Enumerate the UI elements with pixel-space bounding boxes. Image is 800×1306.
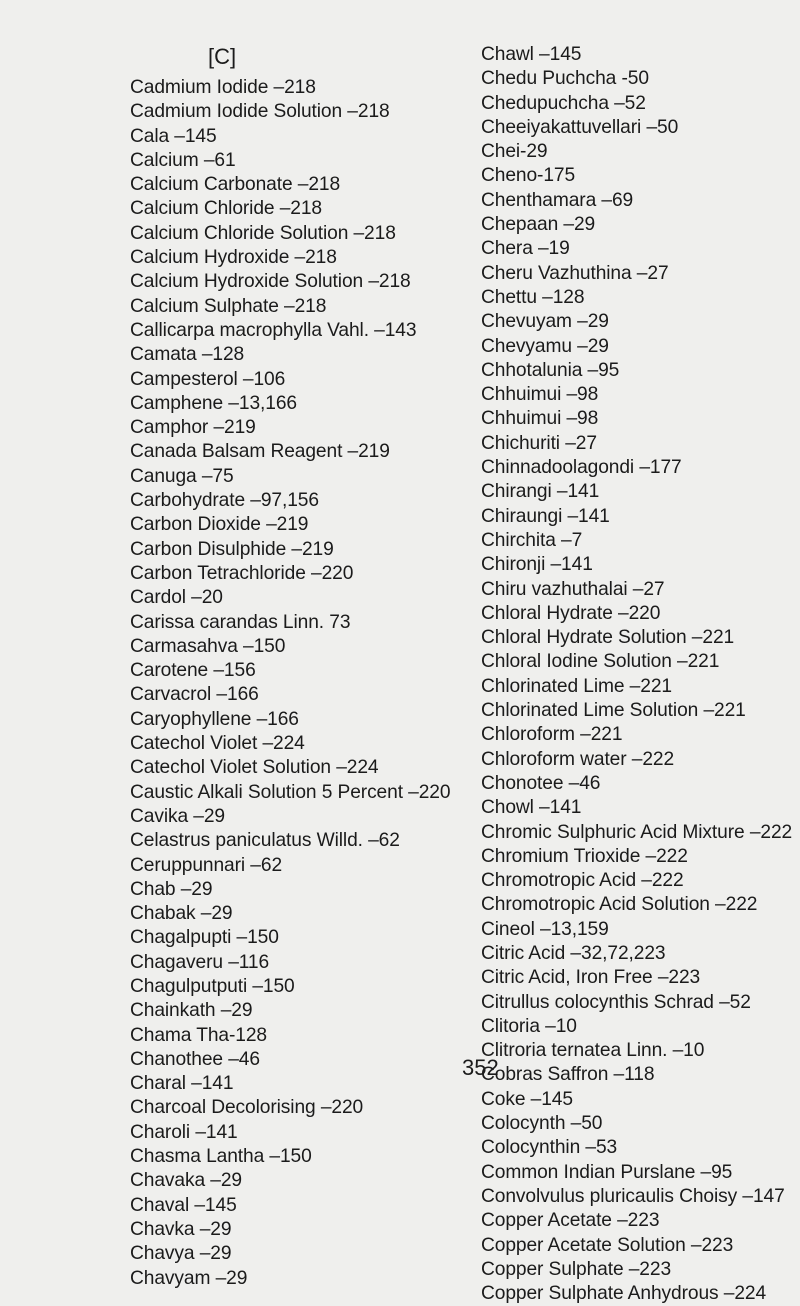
index-entry: Citrullus colocynthis Schrad –52 [481,991,751,1013]
index-entry: Chonotee –46 [481,772,601,794]
index-entry: Chettu –128 [481,286,585,308]
index-entry: Chavka –29 [130,1218,232,1240]
index-entry: Chagalpupti –150 [130,927,279,949]
index-entry: Carmasahva –150 [130,635,286,657]
index-entry: Chloral Hydrate Solution –221 [481,627,735,649]
index-entry: Calcium Sulphate –218 [130,295,327,317]
index-entry: Chlorinated Lime –221 [481,675,672,697]
index-entry: Chirchita –7 [481,529,583,551]
index-entry: Chiraungi –141 [481,505,610,527]
index-entry: Caustic Alkali Solution 5 Percent –220 [130,781,451,803]
index-entry: Chloroform –221 [481,724,623,746]
index-entry: Chedu Puchcha -50 [481,68,649,90]
index-entry: Chromotropic Acid Solution –222 [481,894,758,916]
index-entry: Chedupuchcha –52 [481,92,646,114]
index-entry: Cadmium Iodide –218 [130,77,316,98]
index-entry: Chaval –145 [130,1194,237,1216]
index-entry: Chevyamu –29 [481,335,609,357]
index-entry: Convolvulus pluricaulis Choisy –147 [481,1185,785,1207]
index-entry: Cala –145 [130,125,217,147]
index-entry: Copper Sulphate –223 [481,1258,672,1280]
index-entry: Chiru vazhuthalai –27 [481,578,665,600]
index-entry: Chowl –141 [481,797,582,819]
index-entry: Camata –128 [130,344,245,366]
index-entry: Citric Acid –32,72,223 [481,942,666,964]
index-entry: Chab –29 [130,878,213,900]
index-entry: Coke –145 [481,1088,573,1110]
index-entry: Cheeiyakattuvellari –50 [481,116,679,138]
index-entry: Carbon Dioxide –219 [130,514,309,536]
index-entry: Calcium –61 [130,149,236,171]
index-entry: Chirangi –141 [481,481,600,503]
index-entry: Calcium Carbonate –218 [130,174,341,196]
index-entry: Chloral Hydrate –220 [481,602,661,624]
index-entry: Clitoria –10 [481,1015,577,1037]
page-number: 352 [462,1055,499,1080]
index-entry: Chlorinated Lime Solution –221 [481,700,746,722]
index-entry: Camphene –13,166 [130,392,297,414]
index-entry: Celastrus paniculatus Willd. –62 [130,830,400,852]
index-entry: Carotene –156 [130,660,256,682]
index-entry: Caryophyllene –166 [130,708,299,730]
index-entry: Calcium Chloride –218 [130,198,323,220]
index-entry: Chavyam –29 [130,1267,248,1289]
index-entry: Cineol –13,159 [481,918,609,940]
index-entry: Copper Acetate Solution –223 [481,1234,734,1256]
index-entry: Canada Balsam Reagent –219 [130,441,390,463]
index-entry: Chasma Lantha –150 [130,1146,312,1168]
index-entry: Chhuimui –98 [481,408,599,430]
index-entry: Chromic Sulphuric Acid Mixture –222 [481,821,793,843]
index-entry: Carbon Tetrachloride –220 [130,562,354,584]
right-column [481,43,791,1306]
index-entry: Chanothee –46 [130,1048,260,1070]
index-entry: Cheru Vazhuthina –27 [481,262,669,284]
index-entry: Chironji –141 [481,554,593,576]
index-entry: Chabak –29 [130,903,233,925]
index-entry: Charcoal Decolorising –220 [130,1097,364,1119]
index-entry: Ceruppunnari –62 [130,854,283,876]
index-entry: Carvacrol –166 [130,684,259,706]
index-entry: Chevuyam –29 [481,311,609,333]
index-entry: Chei-29 [481,141,548,163]
index-entry: Chhotalunia –95 [481,359,620,381]
index-entry: Chagaveru –116 [130,951,270,973]
index-entry: Chromotropic Acid –222 [481,870,684,892]
index-entry: Chichuriti –27 [481,432,597,454]
index-entry: Camphor –219 [130,417,256,439]
index-entry: Chhuimui –98 [481,384,599,406]
index-entry: Colocynth –50 [481,1113,603,1135]
section-letter: [C] [208,44,237,69]
index-entry: Clitroria ternatea Linn. –10 [481,1040,705,1062]
index-entry: Carbohydrate –97,156 [130,490,319,512]
index-entry: Common Indian Purslane –95 [481,1161,733,1183]
index-entry: Citric Acid, Iron Free –223 [481,967,701,989]
index-entry: Calcium Hydroxide –218 [130,247,337,269]
index-entry: Chromium Trioxide –222 [481,845,688,867]
index-entry: Catechol Violet –224 [130,733,305,755]
index-entry: Chinnadoolagondi –177 [481,457,682,479]
left-column [130,76,470,1291]
index-entry: Chainkath –29 [130,1000,253,1022]
index-entry: Cobras Saffron –118 [481,1064,655,1086]
index-entry: Calcium Chloride Solution –218 [130,222,396,244]
index-entry: Campesterol –106 [130,368,286,390]
index-entry: Chawl –145 [481,44,582,65]
index-entry: Chavya –29 [130,1243,232,1265]
index-entry: Colocynthin –53 [481,1137,618,1159]
index-entry: Charal –141 [130,1073,234,1095]
index-entry: Chloral Iodine Solution –221 [481,651,720,673]
index-entry: Carissa carandas Linn. 73 [130,611,351,633]
index-entry: Cardol –20 [130,587,223,609]
index-entry: Chagulputputi –150 [130,975,295,997]
index-entry: Cadmium Iodide Solution –218 [130,101,390,123]
index-entry: Chepaan –29 [481,214,596,236]
index-entry: Carbon Disulphide –219 [130,538,334,560]
index-entry: Callicarpa macrophylla Vahl. –143 [130,319,417,341]
index-entry: Charoli –141 [130,1121,238,1143]
index-entry: Calcium Hydroxide Solution –218 [130,271,411,293]
index-entry: Chera –19 [481,238,570,260]
index-entry: Canuga –75 [130,465,234,487]
index-entry: Catechol Violet Solution –224 [130,757,379,779]
index-entry: Copper Acetate –223 [481,1210,660,1232]
index-entry: Copper Sulphate Anhydrous –224 [481,1283,767,1305]
index-entry: Cheno-175 [481,165,576,187]
index-entry: Chama Tha-128 [130,1024,268,1046]
index-entry: Chloroform water –222 [481,748,675,770]
index-entry: Chenthamara –69 [481,189,634,211]
index-entry: Chavaka –29 [130,1170,242,1192]
index-entry: Cavika –29 [130,805,225,827]
